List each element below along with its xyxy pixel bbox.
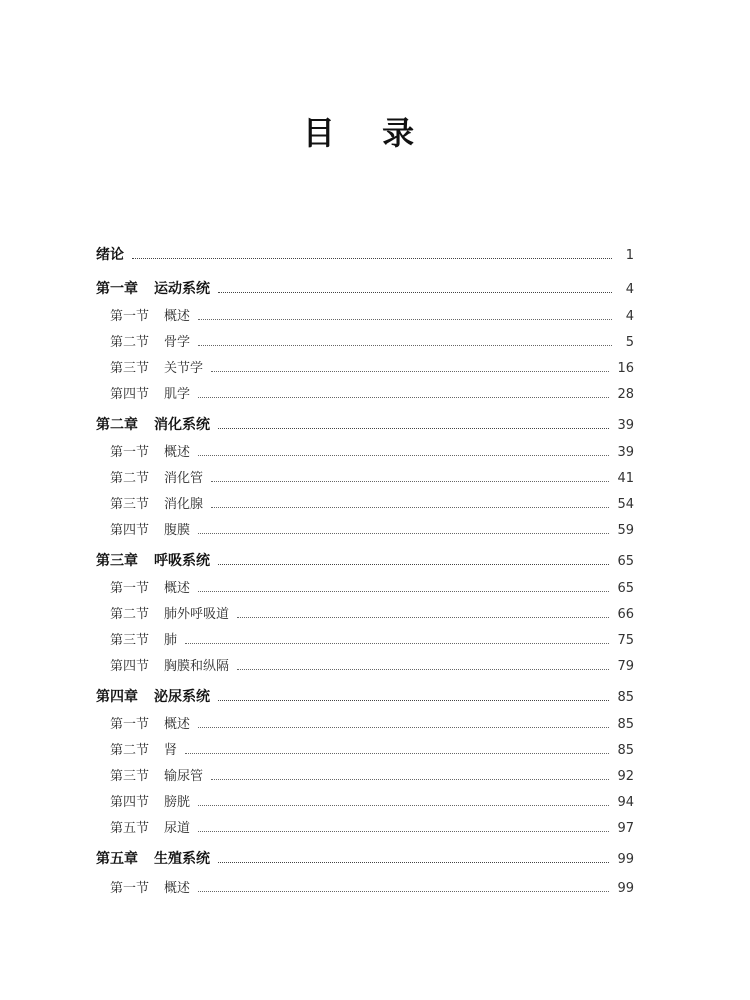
toc-section[interactable] [110,714,634,736]
section-title: 肺 [164,633,178,648]
page-number: 66 [617,607,634,622]
chapter-title: 消化系统 [154,417,210,433]
dot-leader [218,292,612,293]
toc-section[interactable] [110,766,634,788]
dot-leader [198,533,609,534]
chapter-number: 第二章 [96,417,138,433]
page-number: 54 [617,497,634,512]
page-number: 99 [617,852,634,867]
section-number: 第一节 [110,309,150,324]
entry-title: 绪论 [96,247,124,263]
page-number: 92 [617,769,634,784]
section-number: 第三节 [110,497,150,512]
toc-section[interactable] [110,358,634,380]
dot-leader [198,805,609,806]
section-title: 概述 [164,309,191,324]
section-number: 第三节 [110,633,150,648]
toc-section[interactable] [110,442,634,464]
section-title: 概述 [164,581,191,596]
page-number: 85 [617,717,634,732]
toc-section[interactable] [110,818,634,840]
page-number: 99 [617,881,634,896]
page-number: 79 [617,659,634,674]
page-number: 1 [625,248,634,263]
section-title: 肾 [164,743,178,758]
section-number: 第二节 [110,335,150,350]
section-title: 肺外呼吸道 [164,607,230,622]
section-title: 肌学 [164,387,191,402]
dot-leader [185,753,609,754]
section-number: 第四节 [110,387,150,402]
dot-leader [198,831,609,832]
dot-leader [237,617,609,618]
toc-chapter-2[interactable] [96,414,634,436]
toc-entry-intro[interactable] [96,244,634,266]
toc-section[interactable] [110,656,634,678]
chapter-title: 呼吸系统 [154,553,210,569]
page-number: 5 [625,335,634,350]
toc-chapter-1[interactable] [96,278,634,300]
chapter-number: 第四章 [96,689,138,705]
section-title: 概述 [164,881,191,896]
chapter-title: 泌尿系统 [154,689,210,705]
dot-leader [198,455,609,456]
dot-leader [218,700,609,701]
toc-section[interactable] [110,494,634,516]
page-number: 85 [617,743,634,758]
toc-section[interactable] [110,792,634,814]
toc-section[interactable] [110,306,634,328]
dot-leader [132,258,612,259]
page-number: 39 [617,445,634,460]
dot-leader [211,481,609,482]
page-number: 4 [625,309,634,324]
dot-leader [198,727,609,728]
dot-leader [237,669,609,670]
section-number: 第四节 [110,795,150,810]
dot-leader [185,643,609,644]
page-number: 39 [617,418,634,433]
section-number: 第五节 [110,821,150,836]
section-number: 第二节 [110,607,150,622]
chapter-title: 生殖系统 [154,851,210,867]
toc-section[interactable] [110,630,634,652]
page-number: 75 [617,633,634,648]
toc-chapter-5[interactable] [96,848,634,870]
section-title: 概述 [164,445,191,460]
section-number: 第一节 [110,717,150,732]
section-title: 尿道 [164,821,191,836]
toc-section[interactable] [110,332,634,354]
dot-leader [218,428,609,429]
page-number: 41 [617,471,634,486]
toc-section[interactable] [110,468,634,490]
toc-section[interactable] [110,520,634,542]
dot-leader [218,564,609,565]
page-title: 目 录 [302,114,433,152]
page-number: 28 [617,387,634,402]
section-number: 第四节 [110,659,150,674]
section-title: 膀胱 [164,795,191,810]
section-title: 概述 [164,717,191,732]
chapter-number: 第五章 [96,851,138,867]
page-number: 16 [617,361,634,376]
page-number: 65 [617,581,634,596]
dot-leader [211,779,609,780]
section-number: 第四节 [110,523,150,538]
dot-leader [198,891,609,892]
section-number: 第三节 [110,769,150,784]
toc-section[interactable] [110,604,634,626]
dot-leader [198,345,612,346]
section-number: 第一节 [110,581,150,596]
section-title: 骨学 [164,335,191,350]
toc-section[interactable] [110,878,634,900]
dot-leader [198,319,612,320]
toc-section[interactable] [110,384,634,406]
dot-leader [211,371,609,372]
toc-chapter-4[interactable] [96,686,634,708]
section-number: 第二节 [110,743,150,758]
toc-chapter-3[interactable] [96,550,634,572]
dot-leader [198,591,609,592]
section-title: 关节学 [164,361,204,376]
section-title: 输尿管 [164,769,204,784]
page-number: 85 [617,690,634,705]
dot-leader [211,507,609,508]
page-number: 59 [617,523,634,538]
toc-section[interactable] [110,578,634,600]
section-number: 第一节 [110,881,150,896]
section-title: 消化管 [164,471,204,486]
chapter-number: 第一章 [96,281,138,297]
section-title: 胸膜和纵隔 [164,659,230,674]
section-number: 第一节 [110,445,150,460]
section-title: 腹膜 [164,523,191,538]
chapter-number: 第三章 [96,553,138,569]
page-number: 94 [617,795,634,810]
toc-section[interactable] [110,740,634,762]
page-number: 4 [625,282,634,297]
dot-leader [198,397,609,398]
dot-leader [218,862,609,863]
section-number: 第二节 [110,471,150,486]
chapter-title: 运动系统 [154,281,210,297]
page-number: 97 [617,821,634,836]
section-number: 第三节 [110,361,150,376]
section-title: 消化腺 [164,497,204,512]
page-number: 65 [617,554,634,569]
